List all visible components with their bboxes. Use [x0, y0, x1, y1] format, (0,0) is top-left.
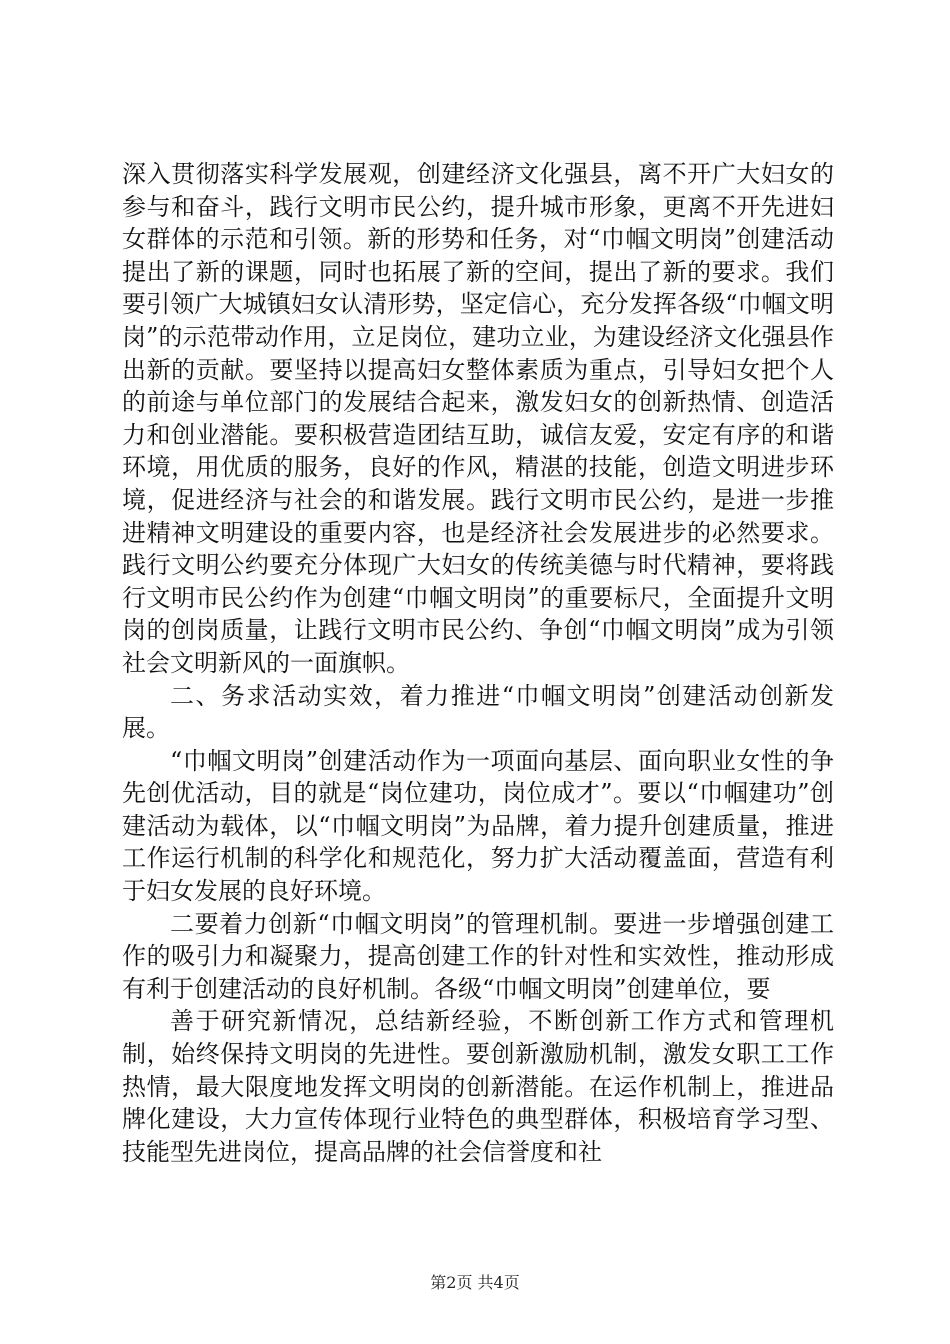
- paragraph-3: “巾帼文明岗”创建活动作为一项面向基层、面向职业女性的争先创优活动，目的就是“岗位建功，岗位成才”。要以“巾帼建功”创建活动为载体，以“巾帼文明岗”为品牌，着力提升创建质量，推进工作运行机制的科学化和规范化，努力扩大活动覆盖面，营造有利于妇女发展的良好环境。: [122, 746, 834, 906]
- paragraph-5: 善于研究新情况，总结新经验，不断创新工作方式和管理机制，始终保持文明岗的先进性。要创新激励机制，激发女职工工作热情，最大限度地发挥文明岗的创新潜能。在运作机制上，推进品牌化建设，大力宣传体现行业特色的典型群体，积极培育学习型、技能型先进岗位，提高品牌的社会信誉度和社: [122, 1007, 834, 1166]
- document-body: [122, 158, 834, 1168]
- page-number-footer: 第2页 共4页: [430, 1273, 520, 1292]
- paragraph-4: 二要着力创新“巾帼文明岗”的管理机制。要进一步增强创建工作的吸引力和凝聚力，提高创建工作的针对性和实效性，推动形成有利于创建活动的良好机制。各级“巾帼文明岗”创建单位，要: [122, 909, 834, 1003]
- paragraph-2-heading: 二、务求活动实效，着力推进“巾帼文明岗”创建活动创新发展。: [122, 681, 834, 743]
- paragraph-1: 深入贯彻落实科学发展观，创建经济文化强县，离不开广大妇女的参与和奋斗，践行文明市民公约，提升城市形象，更离不开先进妇女群体的示范和引领。新的形势和任务，对“巾帼文明岗”创建活动提出了新的课题，同时也拓展了新的空间，提出了新的要求。我们要引领广大城镇妇女认清形势，坚定信心，充分发挥各级“巾帼文明岗”的示范带动作用，立足岗位，建功立业，为建设经济文化强县作出新的贡献。要坚持以提高妇女整体素质为重点，引导妇女把个人的前途与单位部门的发展结合起来，激发妇女的创新热情、创造活力和创业潜能。要积极营造团结互助，诚信友爱，安定有序的和谐环境，用优质的服务，良好的作风，精湛的技能，创造文明进步环境，促进经济与社会的和谐发展。践行文明市民公约，是进一步推进精神文明建设的重要内容，也是经济社会发展进步的必然要求。践行文明公约要充分体现广大妇女的传统美德与时代精神，要将践行文明市民公约作为创建“巾帼文明岗”的重要标尺，全面提升文明岗的创岗质量，让践行文明市民公约、争创“巾帼文明岗”成为引领社会文明新风的一面旗帜。: [122, 160, 834, 677]
